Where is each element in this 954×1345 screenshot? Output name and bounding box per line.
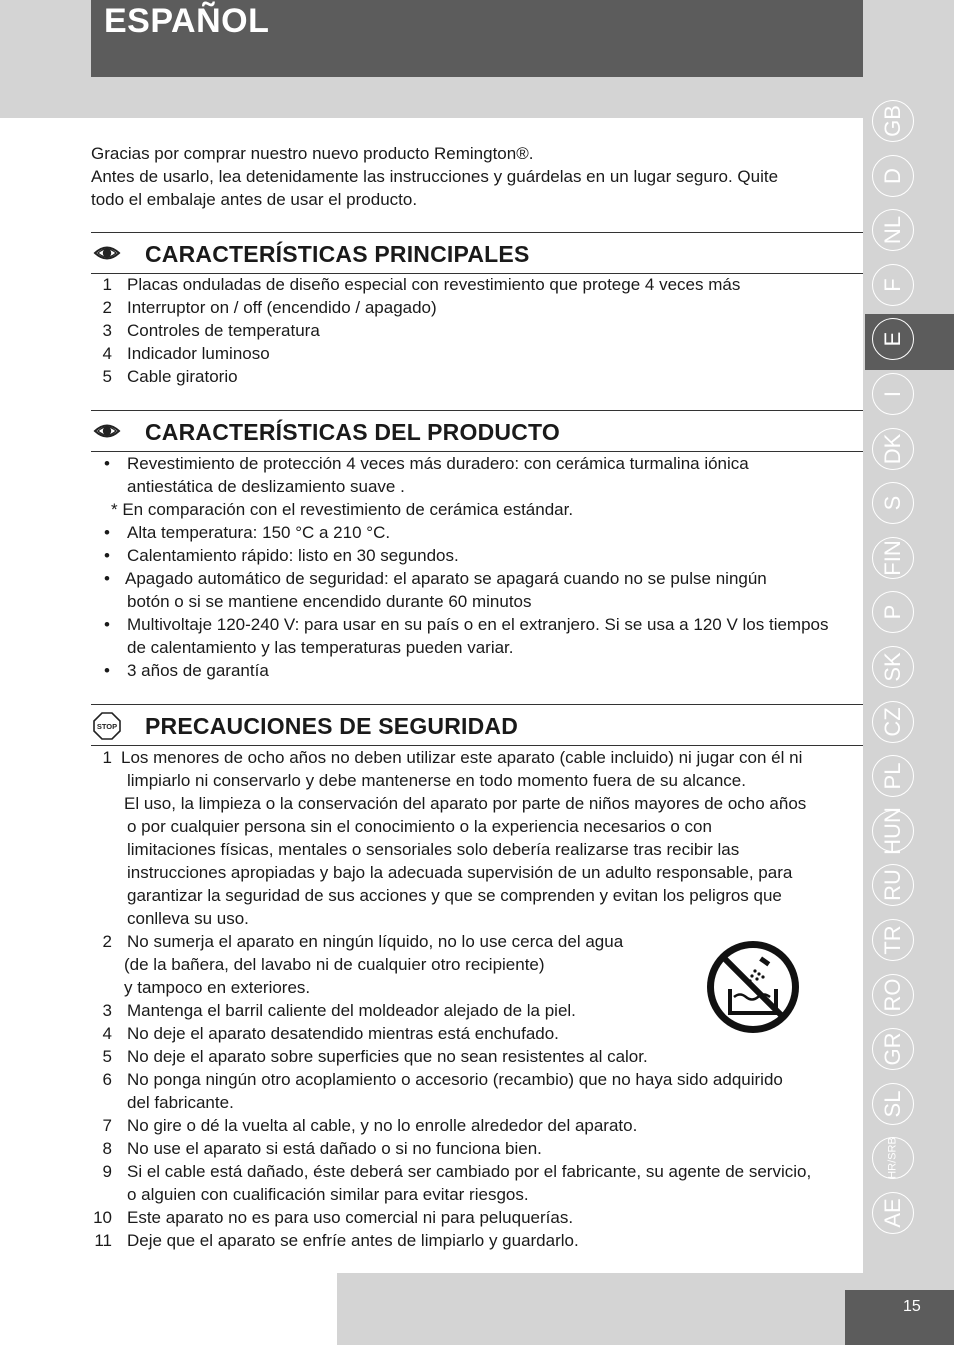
list-item: Mantenga el barril caliente del moldeador alejado de la piel. <box>127 1001 576 1020</box>
language-tab-cz[interactable] <box>872 701 914 743</box>
intro-line: Antes de usarlo, lea detenidamente las instrucciones y guárdelas en un lugar seguro. Quite <box>91 167 779 186</box>
language-tab-tr[interactable] <box>872 919 914 961</box>
list-item-number: 5 <box>102 367 112 386</box>
language-label: AE <box>880 1198 905 1228</box>
language-label: DK <box>880 433 905 464</box>
list-item-number: 7 <box>102 1116 112 1135</box>
language-label: PL <box>880 762 905 790</box>
list-item: Indicador luminoso <box>127 344 270 363</box>
list-item: (de la bañera, del lavabo ni de cualquier otro recipiente) <box>124 955 545 974</box>
no-water-icon <box>703 937 803 1037</box>
list-item: No deje el aparato desatendido mientras está enchufado. <box>127 1024 559 1043</box>
list-item: y tampoco en exteriores. <box>124 978 311 997</box>
list-item: El uso, la limpieza o la conservación del aparato por parte de niños mayores de ocho años <box>124 794 807 813</box>
list-item-number: 1 <box>102 275 112 294</box>
eye-icon <box>93 419 121 443</box>
section-header-main-features <box>91 232 863 274</box>
language-label: CZ <box>880 706 905 737</box>
list-item-number: 4 <box>102 1024 112 1043</box>
language-label: HR/SRB <box>886 1137 899 1180</box>
language-label: NL <box>880 216 905 245</box>
section-header-safety <box>91 704 863 746</box>
list-item: del fabricante. <box>127 1093 234 1112</box>
bottom-panel <box>0 1273 337 1345</box>
list-item: Multivoltaje 120-240 V: para usar en su país o en el extranjero. Si se usa a 120 V los tiempos <box>127 615 829 634</box>
intro-line: Gracias por comprar nuestro nuevo producto Remington®. <box>91 144 534 163</box>
list-item: Cable giratorio <box>127 367 238 386</box>
language-tab-ro[interactable] <box>872 974 914 1016</box>
language-label: SK <box>880 652 905 682</box>
language-tab-s[interactable] <box>872 482 914 524</box>
language-tab-fin[interactable] <box>872 537 914 579</box>
language-label: I <box>880 390 905 398</box>
language-label: E <box>880 332 905 347</box>
list-item: Calentamiento rápido: listo en 30 segundos. <box>127 546 459 565</box>
list-item: antiestática de deslizamiento suave . <box>127 477 405 496</box>
page-number-box <box>845 1290 954 1345</box>
language-label: GR <box>880 1032 905 1066</box>
language-sidebar <box>865 100 925 1240</box>
list-item-number: 2 <box>102 932 112 951</box>
list-item: conlleva su uso. <box>127 909 249 928</box>
language-tab-sl[interactable] <box>872 1083 914 1125</box>
language-label: P <box>880 605 905 620</box>
stop-icon <box>93 712 121 740</box>
list-item: Placas onduladas de diseño especial con revestimiento que protege 4 veces más <box>127 275 741 294</box>
language-label: RU <box>880 869 905 902</box>
section-title: CARACTERÍSTICAS DEL PRODUCTO <box>145 419 560 445</box>
list-item-number: 1 <box>102 748 112 767</box>
list-item: No gire o dé la vuelta al cable, y no lo enrolle alrededor del aparato. <box>127 1116 638 1135</box>
list-item: No use el aparato si está dañado o si no funciona bien. <box>127 1139 542 1158</box>
list-item: limitaciones físicas, mentales o sensoriales solo debería realizarse tras recibir las <box>127 840 740 859</box>
page-title: ESPAÑOL <box>104 2 270 40</box>
language-label: FIN <box>880 540 905 576</box>
language-tab-hr-srb[interactable] <box>872 1137 914 1179</box>
bullet: • <box>104 661 110 680</box>
list-item-number: 11 <box>94 1231 112 1250</box>
list-item: o por cualquier persona sin el conocimiento o la experiencia necesarios o con <box>127 817 712 836</box>
list-item-number: 6 <box>102 1070 112 1089</box>
language-tab-sk[interactable] <box>872 646 914 688</box>
language-tab-nl[interactable] <box>872 209 914 251</box>
language-label: GB <box>880 105 905 137</box>
list-item: Apagado automático de seguridad: el aparato se apagará cuando no se pulse ningún <box>125 569 767 588</box>
language-tab-hun[interactable] <box>872 806 914 855</box>
eye-icon <box>93 241 121 265</box>
list-item: Deje que el aparato se enfríe antes de limpiarlo y guardarlo. <box>127 1231 579 1250</box>
list-item-number: 8 <box>102 1139 112 1158</box>
section-title: PRECAUCIONES DE SEGURIDAD <box>145 713 519 739</box>
list-item: * En comparación con el revestimiento de cerámica estándar. <box>111 500 574 519</box>
language-label: SL <box>880 1090 905 1118</box>
list-item: Este aparato no es para uso comercial ni para peluquerías. <box>127 1208 574 1227</box>
language-tab-e[interactable] <box>872 318 914 360</box>
list-item: Alta temperatura: 150 °C a 210 °C. <box>127 523 391 542</box>
list-item-number: 5 <box>102 1047 112 1066</box>
bullet: • <box>104 615 110 634</box>
list-item: 3 años de garantía <box>127 661 269 680</box>
list-item: Revestimiento de protección 4 veces más duradero: con cerámica turmalina iónica <box>127 454 749 473</box>
list-item: o alguien con cualificación similar para evitar riesgos. <box>127 1185 529 1204</box>
language-label: F <box>880 278 905 292</box>
section-header-product-features <box>91 410 863 452</box>
bullet: • <box>104 546 110 565</box>
list-item-number: 2 <box>102 298 112 317</box>
list-item: de calentamiento y las temperaturas pueden variar. <box>127 638 514 657</box>
language-label: HUN <box>880 806 905 855</box>
list-item: No deje el aparato sobre superficies que no sean resistentes al calor. <box>127 1047 648 1066</box>
bullet: • <box>104 523 110 542</box>
list-item: Controles de temperatura <box>127 321 320 340</box>
bullet: • <box>104 454 110 473</box>
language-tab-gr[interactable] <box>872 1028 914 1070</box>
language-tab-gb[interactable] <box>872 100 914 142</box>
list-item: instrucciones apropiadas y bajo la adecuada supervisión de un adulto responsable, para <box>127 863 793 882</box>
language-tab-pl[interactable] <box>872 755 914 797</box>
language-label: D <box>880 167 905 184</box>
intro-text <box>91 142 863 211</box>
language-tab-p[interactable] <box>872 591 914 633</box>
list-item: No ponga ningún otro acoplamiento o accesorio (recambio) que no haya sido adquirido <box>127 1070 783 1089</box>
language-tab-d[interactable] <box>872 155 914 197</box>
language-label: TR <box>880 925 905 955</box>
list-item: Los menores de ocho años no deben utilizar este aparato (cable incluido) ni jugar con él ni <box>121 748 803 767</box>
language-tab-f[interactable] <box>872 264 914 306</box>
language-label: RO <box>880 978 905 1012</box>
list-item: Si el cable está dañado, éste deberá ser cambiado por el fabricante, su agente de servicio, <box>127 1162 812 1181</box>
list-item: Interruptor on / off (encendido / apagado) <box>127 298 437 317</box>
title-bar <box>91 0 863 77</box>
bullet: • <box>104 569 110 588</box>
language-label: S <box>880 495 905 511</box>
language-tab-i[interactable] <box>872 373 914 415</box>
language-tab-ae[interactable] <box>872 1192 914 1234</box>
section-title: CARACTERÍSTICAS PRINCIPALES <box>145 241 530 267</box>
intro-line: todo el embalaje antes de usar el producto. <box>91 190 418 209</box>
list-item: garantizar la seguridad de sus acciones y que se comprenden y evitan los peligros que <box>127 886 782 905</box>
language-tab-dk[interactable] <box>872 428 914 470</box>
list-item: No sumerja el aparato en ningún líquido, no lo use cerca del agua <box>127 932 624 951</box>
list-item-number: 3 <box>102 321 112 340</box>
list-item-number: 9 <box>102 1162 112 1181</box>
list-item-number: 4 <box>102 344 112 363</box>
list-item-number: 10 <box>93 1208 112 1227</box>
page-number: 15 <box>903 1298 921 1315</box>
language-tab-ru[interactable] <box>872 864 914 906</box>
stop-icon-label: STOP <box>96 722 118 731</box>
list-item-number: 3 <box>102 1001 112 1020</box>
list-item: botón o si se mantiene encendido durante 60 minutos <box>127 592 532 611</box>
list-item: limpiarlo ni conservarlo y debe mantenerse en todo momento fuera de su alcance. <box>127 771 746 790</box>
